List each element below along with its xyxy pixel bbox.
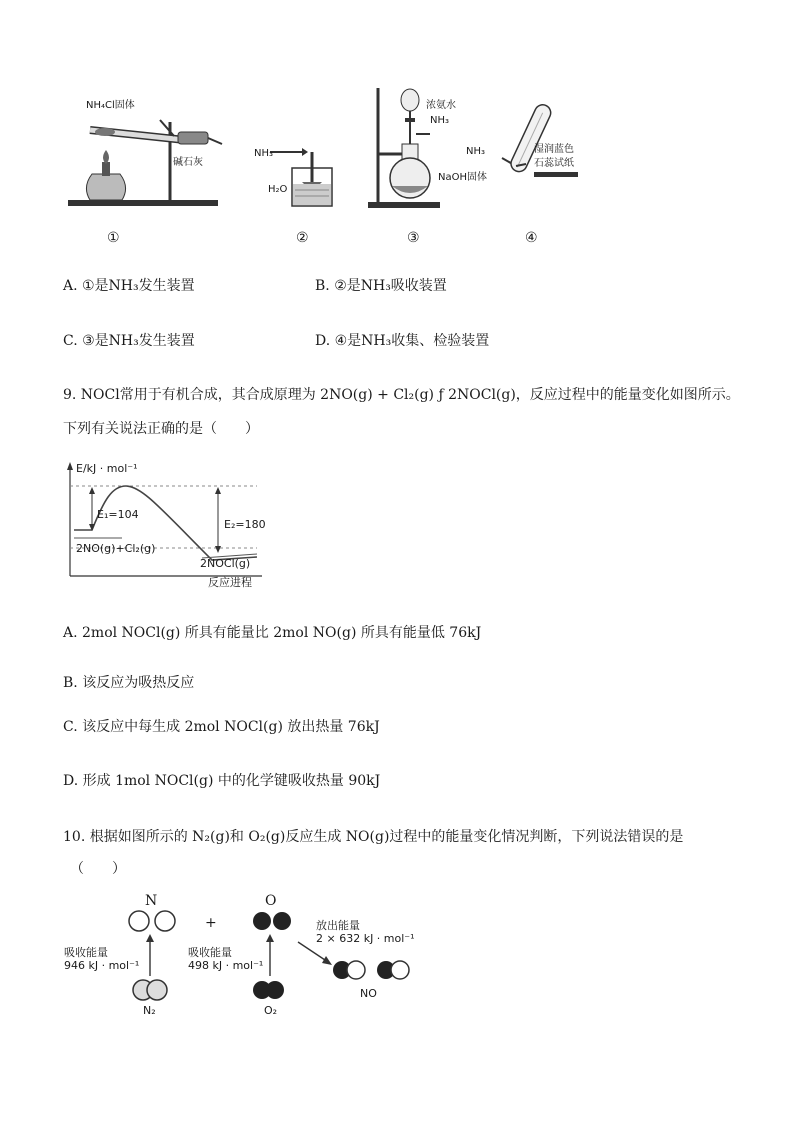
apparatus-3-ammonia-label: 浓氨水 xyxy=(426,100,456,111)
figure-number-2: ② xyxy=(296,230,309,246)
apparatus-4-nh3-label: NH₃ xyxy=(466,146,486,157)
apparatus-4-paper-line1: 湿润蓝色 xyxy=(534,144,574,155)
q9-chart-xlabel: 反应进程 xyxy=(208,576,252,589)
apparatus-2-h2o-label: H₂O xyxy=(268,184,288,195)
q10-absorb1-line2: 946 kJ · mol⁻¹ xyxy=(64,959,140,972)
q9-chart-product-label: 2NOCl(g) xyxy=(200,557,251,570)
q10-release-line1: 放出能量 xyxy=(316,919,360,932)
apparatus-3-nh3-label: NH₃ xyxy=(430,115,450,126)
q10-stem-line1: 10. 根据如图所示的 N₂(g)和 O₂(g)反应生成 NO(g)过程中的能量变化情况判断，下列说法错误的是 xyxy=(63,829,684,845)
apparatus-1-nh4cl-label: NH₄Cl固体 xyxy=(86,100,135,111)
o-atom-icon xyxy=(253,912,271,930)
q9-stem-line1: 9. NOCl常用于有机合成，其合成原理为 2NO(g) + Cl₂(g) ƒ 2NOCl(g)，反应过程中的能量变化如图所示。 xyxy=(63,387,740,403)
q8-option-c[interactable]: C. ③是NH₃发生装置 xyxy=(63,333,195,349)
apparatus-1-lime-label: 碱石灰 xyxy=(173,157,203,168)
q8-option-d[interactable]: D. ④是NH₃收集、检验装置 xyxy=(315,333,490,349)
q10-release-line2: 2 × 632 kJ · mol⁻¹ xyxy=(316,932,415,945)
figure-number-3: ③ xyxy=(407,230,420,246)
q10-absorb1-line1: 吸收能量 xyxy=(64,946,108,959)
n-atom-icon xyxy=(155,911,175,931)
q9-chart-e2-label: E₂=180 xyxy=(224,518,266,531)
q10-absorb2-line1: 吸收能量 xyxy=(188,946,232,959)
q10-absorb2-line2: 498 kJ · mol⁻¹ xyxy=(188,959,264,972)
q9-option-a[interactable]: A. 2mol NOCl(g) 所具有能量比 2mol NO(g) 所具有能量低 76kJ xyxy=(63,625,482,641)
q10-o-label: O xyxy=(265,893,277,909)
apparatus-4-paper-line2: 石蕊试纸 xyxy=(534,158,574,169)
apparatus-2-nh3-label: NH₃ xyxy=(254,148,274,159)
q10-stem-line2: （ ） xyxy=(70,861,126,877)
figure-number-1: ① xyxy=(107,230,120,246)
q8-option-b[interactable]: B. ②是NH₃吸收装置 xyxy=(315,278,447,294)
q9-option-d[interactable]: D. 形成 1mol NOCl(g) 中的化学键吸收热量 90kJ xyxy=(63,773,381,789)
q9-chart-reactant-label: 2NO(g)+Cl₂(g) xyxy=(76,542,156,555)
q10-n-label: N xyxy=(145,893,158,909)
q9-chart-e1-label: E₁=104 xyxy=(97,508,139,521)
q9-option-b[interactable]: B. 该反应为吸热反应 xyxy=(63,675,195,691)
q9-stem-line2: 下列有关说法正确的是（ ） xyxy=(63,421,259,437)
q10-n2-label: N₂ xyxy=(143,1004,156,1017)
q9-chart-ylabel: E/kJ · mol⁻¹ xyxy=(76,462,138,475)
q9-option-c[interactable]: C. 该反应中每生成 2mol NOCl(g) 放出热量 76kJ xyxy=(63,719,380,735)
o-atom-icon xyxy=(273,912,291,930)
apparatus-3-naoh-label: NaOH固体 xyxy=(438,172,487,183)
q10-o2-label: O₂ xyxy=(264,1004,278,1017)
q10-plus-sign: + xyxy=(205,915,217,931)
q10-no-label: NO xyxy=(360,987,377,1000)
n-atom-icon xyxy=(129,911,149,931)
q10-bond-energy-diagram xyxy=(60,890,430,1020)
q8-option-a[interactable]: A. ①是NH₃发生装置 xyxy=(63,278,195,294)
figure-number-4: ④ xyxy=(525,230,538,246)
